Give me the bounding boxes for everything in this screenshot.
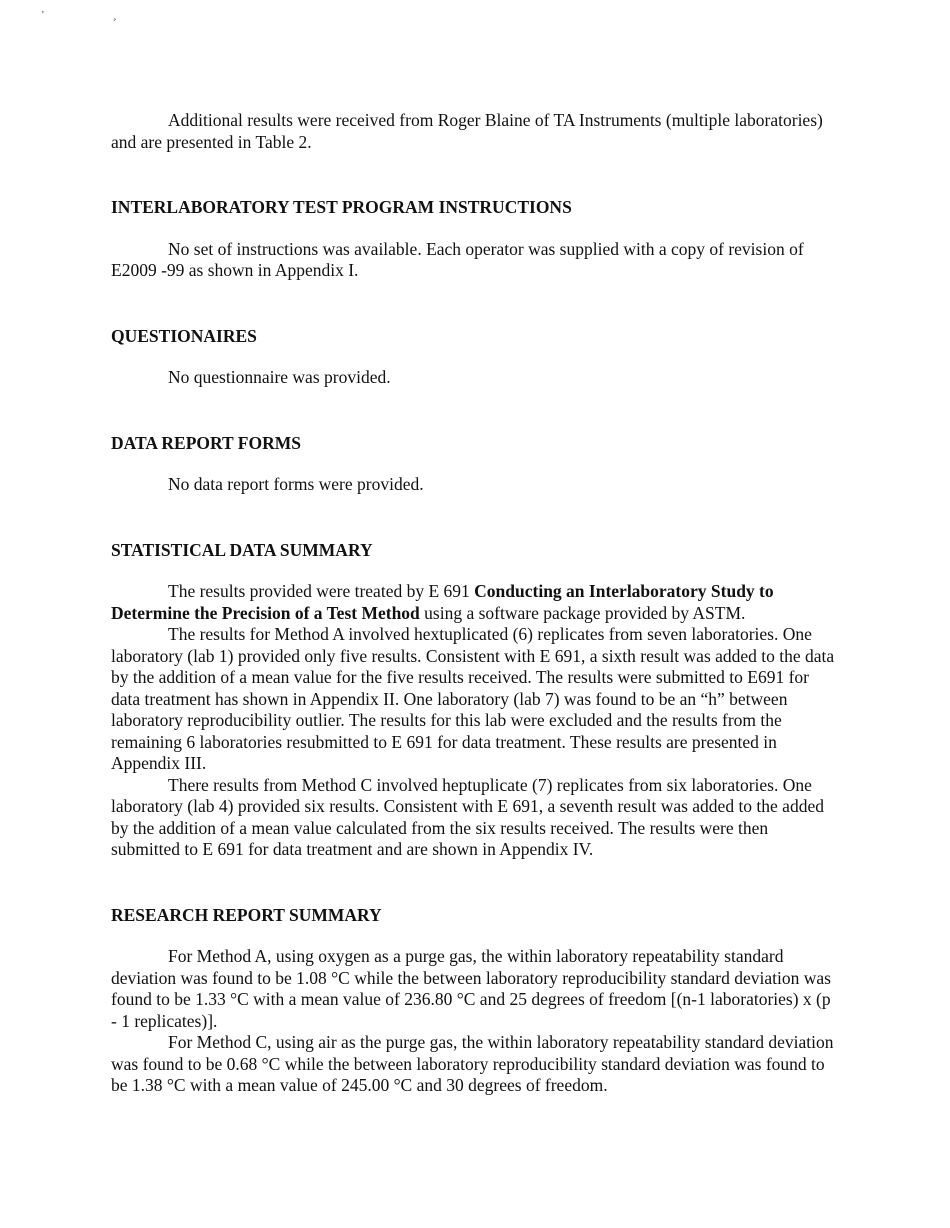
section-heading-questionaires: QUESTIONAIRES [111, 325, 257, 346]
section-heading-instructions: INTERLABORATORY TEST PROGRAM INSTRUCTIONS [111, 197, 572, 217]
data-report-forms-paragraph: No data report forms were provided. [168, 474, 424, 494]
scan-mark: ' [42, 10, 44, 21]
statistical-paragraph-3: There results from Method C involved heptuplicate (7) replicates from six laboratories. One laboratory (lab 4) provided six results. Consistent with E 691, a seventh result was added to the added by the addition of a mean value calculated from the six results received. The results were then submitted to E 691 for data treatment and are shown in Appendix IV. [111, 774, 824, 859]
statistical-text: The results provided were treated by E 691 [168, 581, 475, 601]
research-paragraph-2: For Method C, using air as the purge gas, the within laboratory repeatability standard deviation was found to be 0.68 °C while the between laboratory reproducibility standard deviation was found to be 1.38 °C with a mean value of 245.00 °C and 30 degrees of freedom. [111, 1032, 834, 1095]
section-heading-research-summary: RESEARCH REPORT SUMMARY [111, 904, 382, 925]
intro-paragraph: Additional results were received from Roger Blaine of TA Instruments (multiple laboratories) and are presented in Table 2. [111, 110, 823, 152]
statistical-paragraph-1 [111, 581, 836, 624]
instructions-paragraph: No set of instructions was available. Each operator was supplied with a copy of revision of E2009 -99 as shown in Appendix I. [111, 238, 804, 280]
section-heading-data-report-forms: DATA REPORT FORMS [111, 432, 301, 453]
research-paragraph-1: For Method A, using oxygen as a purge gas, the within laboratory repeatability standard deviation was found to be 1.08 °C while the between laboratory reproducibility standard deviation was found to be 1.33 °C with a mean value of 236.80 °C and 25 degrees of freedom [(n-1 laboratories) x (p - 1 replicates)]. [111, 946, 831, 1031]
document-body [111, 110, 836, 1097]
statistical-text: using a software package provided by ASTM. [419, 602, 746, 623]
statistical-paragraph-2: The results for Method A involved hextuplicated (6) replicates from seven laboratories. One laboratory (lab 1) provided only five results. Consistent with E 691, a sixth result was added to the data by the addition of a mean value for the five results received. The results were submitted to E691 for data treatment has shown in Appendix II. One laboratory (lab 7) was found to be an “h” between laboratory reproducibility outlier. The results for this lab were excluded and the results from the remaining 6 laboratories resubmitted to E 691 for data treatment. These results are presented in Appendix III. [111, 624, 835, 773]
scan-mark: ¸ [113, 10, 117, 21]
method-title: Conducting an Interlaboratory Study to Determine the Precision of a Test Method [111, 581, 774, 623]
section-heading-statistical-summary: STATISTICAL DATA SUMMARY [111, 539, 373, 560]
questionaires-paragraph: No questionnaire was provided. [168, 367, 391, 387]
